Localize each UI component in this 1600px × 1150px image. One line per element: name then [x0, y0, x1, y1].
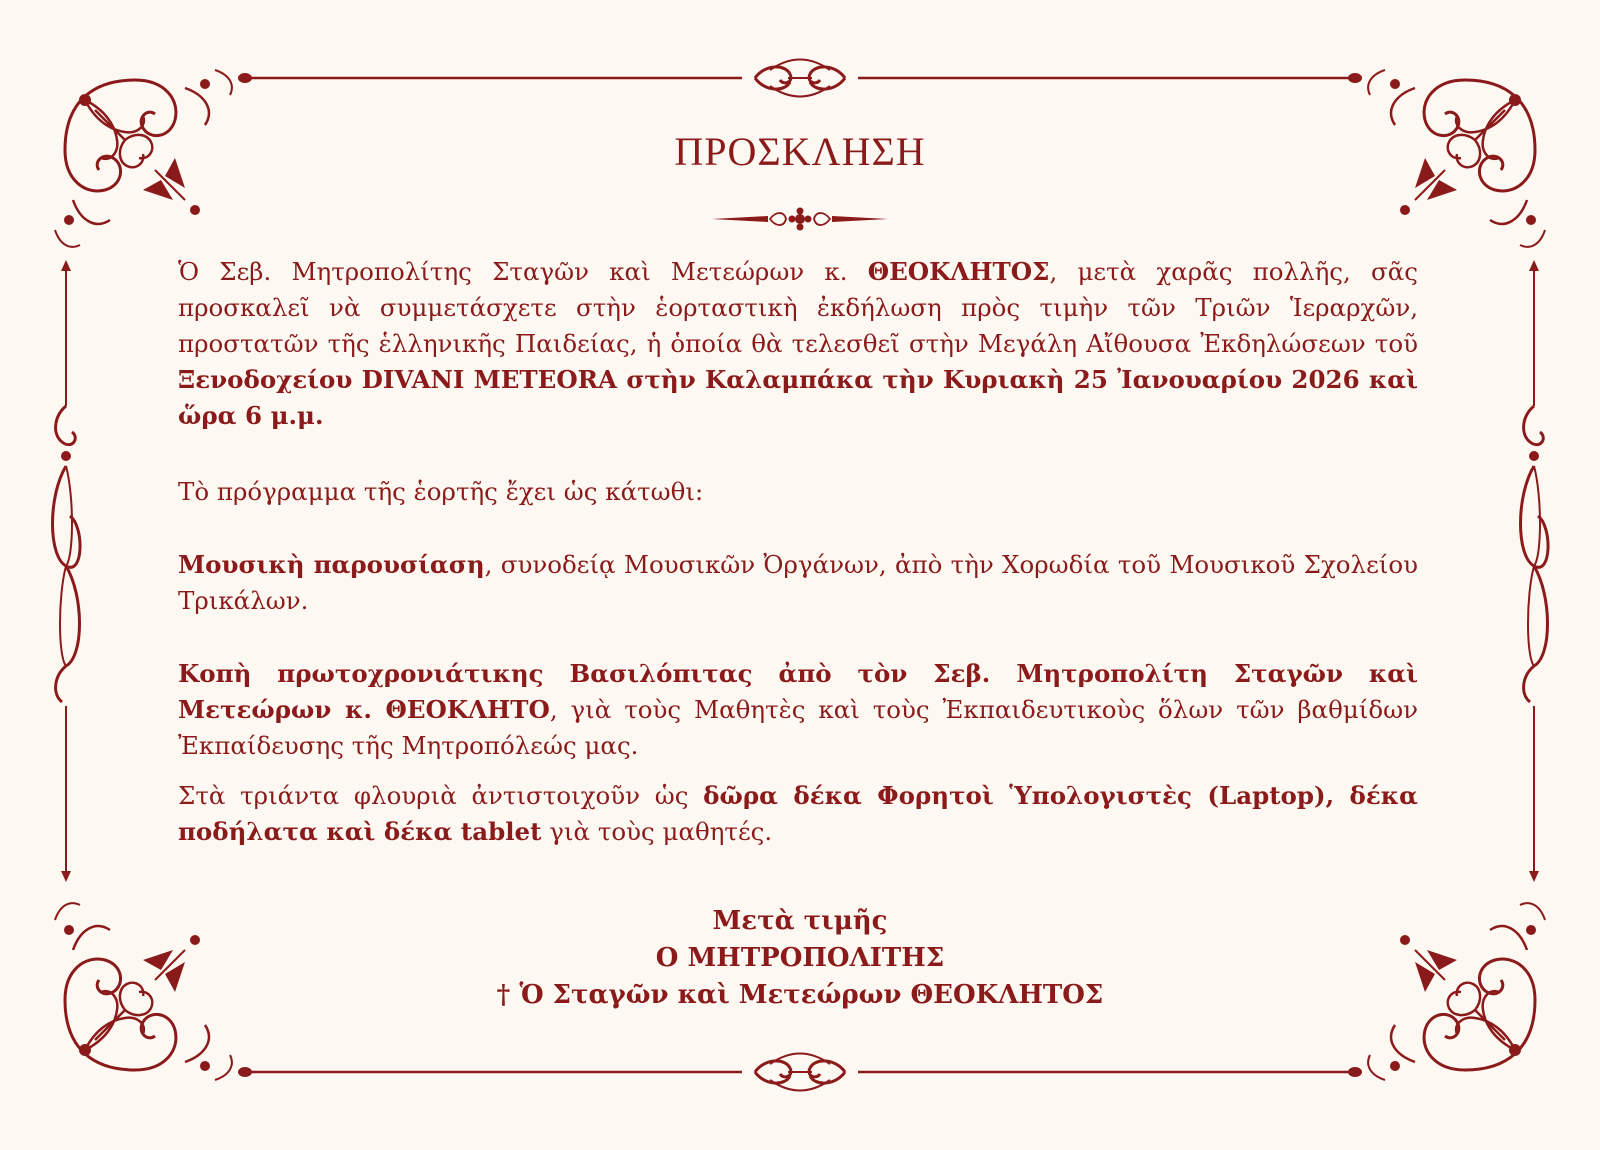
signature-office: Ο ΜΗΤΡΟΠΟΛΙΤΗΣ — [655, 943, 945, 973]
bold-text: Ξενοδοχείου DIVANI METEORA στὴν Καλαμπάκα τὴν Κυριακὴ 25 Ἰανουαρίου 2026 καὶ ὥρα 6 μ.μ. — [178, 365, 1418, 430]
title-divider — [712, 208, 888, 231]
top-border — [238, 60, 1362, 97]
paragraph-intro — [178, 254, 1418, 434]
right-border — [1521, 260, 1549, 882]
paragraph-gifts — [178, 778, 1418, 850]
document-title: ΠΡΟΣΚΛΗΣΗ — [674, 129, 926, 174]
paragraph-vasilopita — [178, 656, 1418, 764]
bold-text: δῶρα δέκα Φορητοὶ Ὑπολογιστὲς (Laptop), δέκα ποδήλατα καὶ δέκα tablet — [178, 781, 1418, 846]
paragraph-program: Τὸ πρόγραμμα τῆς ἑορτῆς ἔχει ὡς κάτωθι: — [178, 477, 704, 506]
paragraph-music — [178, 547, 1418, 619]
signature-name: † Ὁ Σταγῶν καὶ Μετεώρων ΘΕΟΚΛΗΤΟΣ — [496, 980, 1104, 1010]
text: , γιὰ τοὺς Μαθητὲς καὶ τοὺς Ἐκπαιδευτικοὺς ὅλων τῶν βαθμίδων Ἐκπαίδευσης τῆς Μητροπόλεώς μας. — [178, 695, 1418, 760]
text: Ὁ Σεβ. Μητροπολίτης Σταγῶν καὶ Μετεώρων κ. — [178, 257, 868, 286]
text: , συνοδείᾳ Μουσικῶν Ὀργάνων, ἀπὸ τὴν Χορωδία τοῦ Μουσικοῦ Σχολείου Τρικάλων. — [178, 550, 1419, 615]
invitation-body — [178, 254, 1418, 850]
signature-closing: Μετὰ τιμῆς — [712, 906, 888, 936]
left-border — [53, 260, 81, 882]
bold-text: ΘΕΟΚΛΗΤΟΣ — [867, 257, 1050, 286]
text: Στὰ τριάντα φλουριὰ ἀντιστοιχοῦν ὡς — [178, 781, 704, 810]
bottom-border — [238, 1054, 1362, 1091]
signature-block — [0, 903, 1600, 1014]
bold-text: Κοπὴ πρωτοχρονιάτικης Βασιλόπιτας ἀπὸ τὸν Σεβ. Μητροπολίτη Σταγῶν καὶ Μετεώρων κ. ΘΕΟΚΛΗΤΟ — [178, 659, 1418, 724]
bold-text: Μουσικὴ παρουσίαση — [178, 550, 485, 579]
text: γιὰ τοὺς μαθητές. — [541, 817, 773, 846]
text: , μετὰ χαρᾶς πολλῆς, σᾶς προσκαλεῖ νὰ συμμετάσχετε στὴν ἑορταστικὴ ἐκδήλωση πρὸς τιμὴν τῶν Τριῶν Ἱεραρχῶν, προστατῶν τῆς ἑλληνικῆς Παιδείας, ἡ ὁποία θὰ τελεσθεῖ στὴν Μεγάλη Αἴθουσα Ἐκδηλώσεων τοῦ — [178, 257, 1418, 358]
